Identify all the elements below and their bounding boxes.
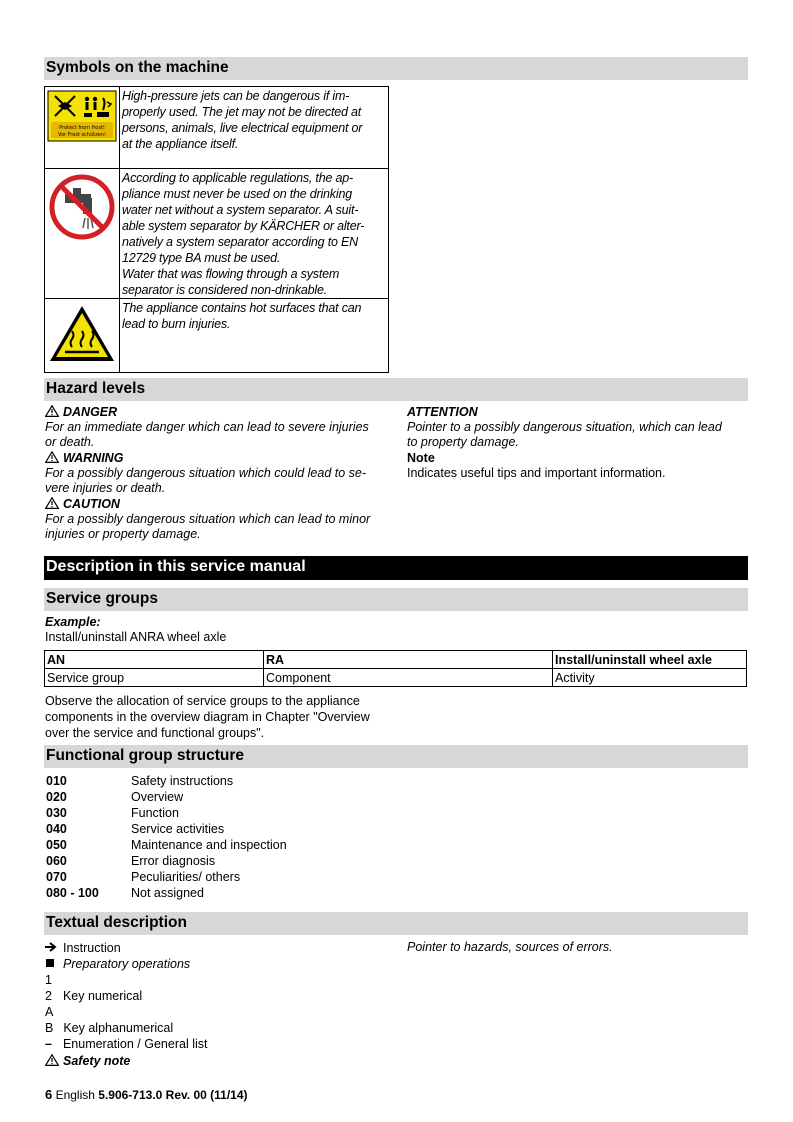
warning-triangle-icon [45,451,59,463]
warning-triangle-icon [45,405,59,417]
footer-doc-number: 5.906-713.0 Rev. 00 (11/14) [98,1088,248,1102]
section-heading-hazard-levels: Hazard levels [44,378,748,401]
footer-language: English [55,1088,95,1102]
text-line: High-pressure jets can be dangerous if im- [122,89,350,103]
pointer-text: Pointer to hazards, sources of errors. [407,940,613,954]
chapter-heading-description: Description in this service manual [44,556,748,580]
legend-enumeration: – Enumeration / General list [45,1037,208,1051]
text-line: For an immediate danger which can lead to severe injuries [45,420,369,434]
section-heading-service-groups: Service groups [44,588,748,611]
text-line: pliance must never be used on the drinking [122,187,352,201]
frost-label-line2: Vor Frost schützen! [58,132,106,138]
section-heading-symbols: Symbols on the machine [44,57,748,80]
example-text: Install/uninstall ANRA wheel axle [45,630,227,644]
legend-instruction: Instruction [45,940,207,956]
symbol-row [45,169,389,299]
text-line: natively a system separator according to EN [122,235,358,249]
example-label: Example: [45,615,101,629]
text-line: injuries or property damage. [45,527,201,541]
symbols-table [44,86,389,373]
warning-triangle-icon [45,497,59,509]
table-cell: AN [45,651,264,669]
symbol-row [45,299,389,373]
note-text: Indicates useful tips and important information. [407,466,666,480]
table-cell: Service group [45,669,264,687]
legend-key-numerical: 2 Key numerical [45,989,143,1003]
text-line: According to applicable regulations, the ap- [122,171,353,185]
observe-paragraph [45,693,370,741]
caution-title: CAUTION [45,497,390,512]
text-line: separator is considered non-drinkable. [122,283,328,297]
page-footer [45,1087,248,1102]
text-line: persons, animals, live electrical equipment or [122,121,363,135]
legend-key-alphanumerical: B Key alphanumerical [45,1021,174,1035]
legend-num-1: 1 [45,973,52,987]
section-heading-functional-groups: Functional group structure [44,745,748,768]
legend-safety-note: Safety note [45,1053,207,1069]
square-bullet-icon [46,959,54,967]
text-line: 12729 type BA must be used. [122,251,281,265]
page-number: 6 [45,1087,53,1102]
table-cell: Activity [553,669,747,687]
table-header-row [45,651,747,669]
text-line: Pointer to a possibly dangerous situation, which can lead [407,420,722,434]
text-line: or death. [45,435,95,449]
symbol-description [120,87,389,169]
table-cell: RA [264,651,553,669]
symbol-description [120,299,389,373]
text-line: at the appliance itself. [122,137,239,151]
text-line: properly used. The jet may not be directed at [122,105,362,119]
legend-alpha-a: A [45,1005,54,1019]
symbol-description [120,169,389,299]
text-line: For a possibly dangerous situation which can lead to minor [45,512,371,526]
attention-title: ATTENTION [407,405,478,419]
symbol-cell [45,169,120,299]
table-cell: Install/uninstall wheel axle [553,651,747,669]
text-line: For a possibly dangerous situation which could lead to se- [45,466,367,480]
symbol-cell [45,87,120,169]
text-line: Water that was flowing through a system [122,267,340,281]
text-line: to property damage. [407,435,519,449]
example-block [45,615,226,645]
hot-surface-warning-icon [47,303,117,365]
section-heading-textual-description: Textual description [44,912,748,935]
symbol-cell [45,299,120,373]
text-line: water net without a system separator. A suit- [122,203,359,217]
frost-label-line1: Protect from frost! [59,125,105,131]
hazard-right-column [407,405,752,481]
note-title: Note [407,451,435,465]
legend-preparatory: Preparatory operations [45,956,207,972]
textual-legend [45,940,207,1069]
arrow-right-icon [45,942,57,952]
text-line: over the service and functional groups". [45,726,265,740]
table-row [45,669,747,687]
table-cell: Component [264,669,553,687]
symbol-row [45,87,389,169]
no-drinking-water-connection-icon [47,172,117,242]
text-line: able system separator by KÄRCHER or alter- [122,219,365,233]
text-line: Observe the allocation of service groups to the appliance [45,694,360,708]
danger-title: DANGER [45,405,390,420]
text-line: vere injuries or death. [45,481,166,495]
service-group-example-table [44,650,747,687]
text-line: lead to burn injuries. [122,317,231,331]
hazard-left-column [45,405,390,542]
text-line: components in the overview diagram in Chapter "Overview [45,710,370,724]
high-pressure-warning-label-icon [47,90,117,142]
text-line: The appliance contains hot surfaces that can [122,301,362,315]
warning-title: WARNING [45,451,390,466]
warning-triangle-icon [45,1054,59,1066]
